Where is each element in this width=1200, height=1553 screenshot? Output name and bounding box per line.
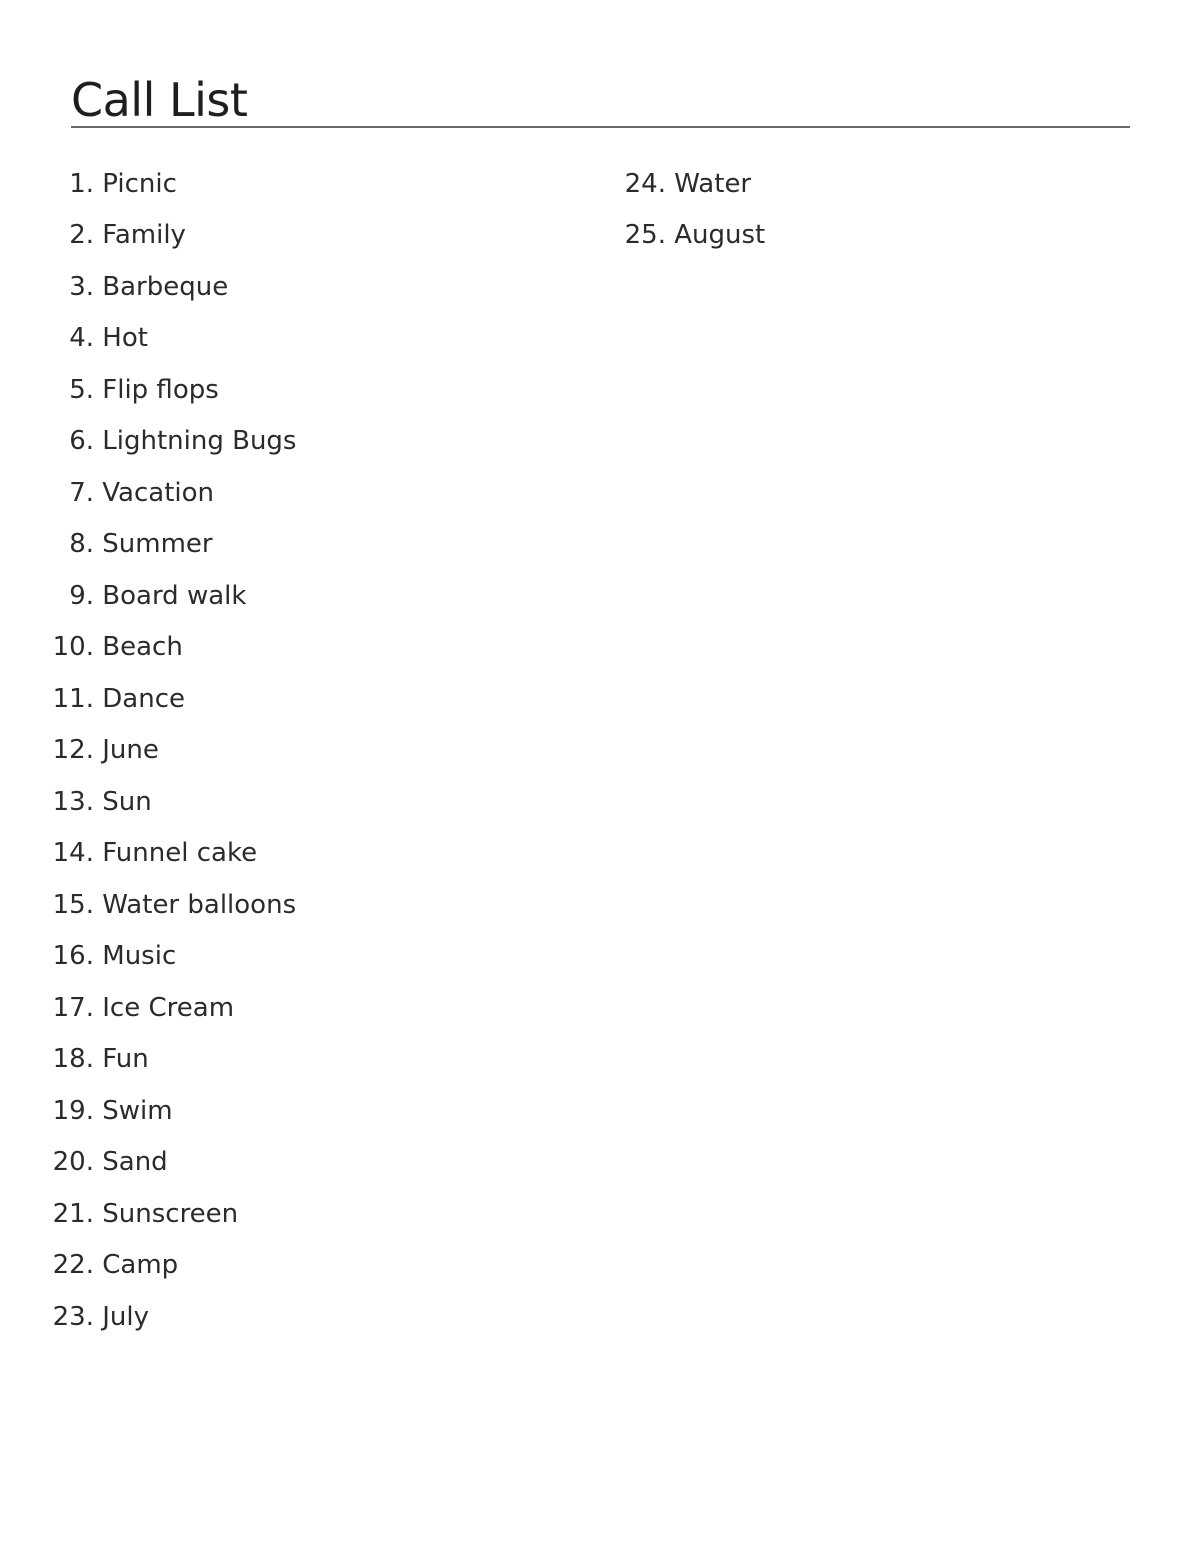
item-word: Funnel cake [102, 838, 258, 869]
list-item [0, 313, 296, 365]
item-word: July [102, 1301, 150, 1332]
list-item [0, 776, 296, 828]
call-list-column-1 [0, 158, 296, 1343]
item-word: August [674, 220, 766, 251]
call-list-column-2 [572, 158, 765, 261]
item-number: 5. [69, 374, 94, 405]
list-item [0, 1137, 296, 1189]
title-underline [71, 126, 1130, 128]
list-item [0, 622, 296, 674]
item-word: Flip flops [102, 374, 219, 405]
item-word: Summer [102, 529, 213, 560]
item-word: Dance [102, 683, 185, 714]
list-item [0, 1188, 296, 1240]
item-word: Swim [102, 1095, 173, 1126]
item-number: 19. [52, 1095, 94, 1126]
item-number: 17. [52, 992, 94, 1023]
list-item [0, 1034, 296, 1086]
list-item [572, 158, 765, 210]
item-word: Beach [102, 632, 183, 663]
list-item [0, 931, 296, 983]
item-word: Sunscreen [102, 1198, 239, 1229]
list-item [0, 1085, 296, 1137]
list-item [0, 158, 296, 210]
list-item [0, 364, 296, 416]
item-number: 1. [69, 168, 94, 199]
item-word: Vacation [102, 477, 214, 508]
item-number: 15. [52, 889, 94, 920]
item-number: 16. [52, 941, 94, 972]
item-number: 7. [69, 477, 94, 508]
item-word: Ice Cream [102, 992, 235, 1023]
list-item [0, 519, 296, 571]
item-word: Fun [102, 1044, 149, 1075]
item-word: Board walk [102, 580, 247, 611]
item-number: 8. [69, 529, 94, 560]
item-number: 6. [69, 426, 94, 457]
item-number: 13. [52, 786, 94, 817]
list-item [0, 725, 296, 777]
item-word: Water [674, 168, 752, 199]
item-word: Hot [102, 323, 148, 354]
list-item [0, 879, 296, 931]
item-number: 4. [69, 323, 94, 354]
item-word: Sand [102, 1147, 168, 1178]
item-number: 9. [69, 580, 94, 611]
list-item [572, 210, 765, 262]
item-number: 20. [52, 1147, 94, 1178]
item-word: Barbeque [102, 271, 229, 302]
item-word: June [102, 735, 159, 766]
item-word: Sun [102, 786, 152, 817]
item-number: 24. [624, 168, 666, 199]
item-number: 18. [52, 1044, 94, 1075]
list-item [0, 416, 296, 468]
item-number: 11. [52, 683, 94, 714]
item-number: 10. [52, 632, 94, 663]
list-item [0, 467, 296, 519]
page-title: Call List [71, 73, 248, 127]
list-item [0, 673, 296, 725]
item-number: 25. [624, 220, 666, 251]
list-item [0, 828, 296, 880]
item-word: Picnic [102, 168, 177, 199]
list-item [0, 210, 296, 262]
item-number: 23. [52, 1301, 94, 1332]
item-number: 3. [69, 271, 94, 302]
item-word: Water balloons [102, 889, 297, 920]
item-number: 2. [69, 220, 94, 251]
item-word: Family [102, 220, 186, 251]
item-number: 12. [52, 735, 94, 766]
list-item [0, 570, 296, 622]
list-item [0, 1240, 296, 1292]
item-number: 21. [52, 1198, 94, 1229]
item-word: Camp [102, 1250, 179, 1281]
item-word: Lightning Bugs [102, 426, 297, 457]
item-number: 14. [52, 838, 94, 869]
item-number: 22. [52, 1250, 94, 1281]
list-item [0, 261, 296, 313]
list-item [0, 982, 296, 1034]
item-word: Music [102, 941, 177, 972]
list-item [0, 1291, 296, 1343]
